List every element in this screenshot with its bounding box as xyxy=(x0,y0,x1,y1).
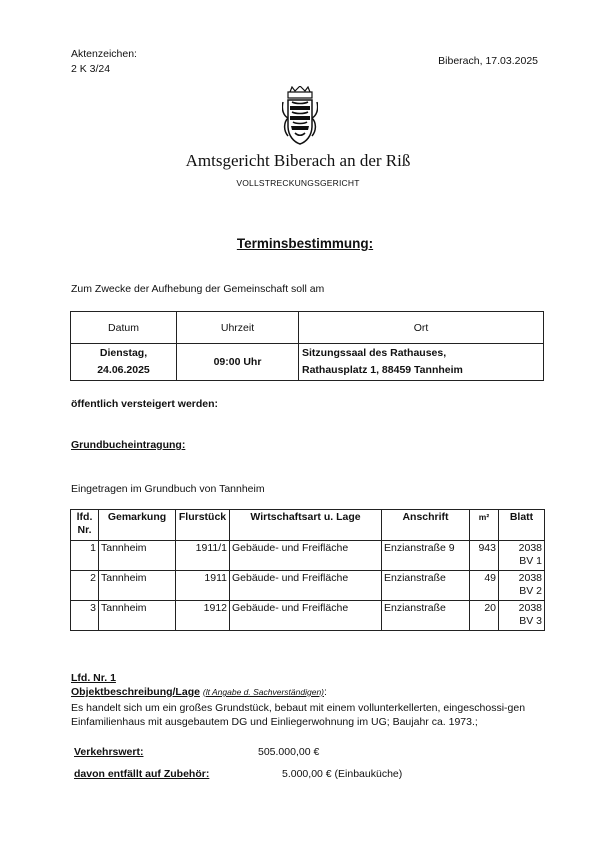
cell-wirtschaftsart: Gebäude- und Freifläche xyxy=(230,601,382,631)
col-blatt: Blatt xyxy=(499,510,545,541)
cell-m2: 943 xyxy=(470,541,499,571)
cell-blatt xyxy=(499,571,545,601)
objektbeschreibung-colon: : xyxy=(324,686,327,698)
cell-gemarkung: Tannheim xyxy=(99,571,176,601)
col-ort: Ort xyxy=(299,312,544,344)
grundbuch-table xyxy=(70,509,545,631)
table-row xyxy=(71,571,545,601)
cell-blatt-nr: 2038 xyxy=(518,542,542,554)
cell-anschrift: Enzianstraße xyxy=(382,571,470,601)
cell-blatt-nr: 2038 xyxy=(518,572,542,584)
col-datum: Datum xyxy=(71,312,177,344)
court-name: Amtsgericht Biberach an der Riß xyxy=(185,151,411,170)
col-wirtschaftsart: Wirtschaftsart u. Lage xyxy=(230,510,382,541)
intro-text: Zum Zwecke der Aufhebung der Gemeinschaft soll am xyxy=(71,283,325,295)
cell-blatt-bv: BV 3 xyxy=(519,615,542,627)
cell-blatt xyxy=(499,541,545,571)
place-date: Biberach, 17.03.2025 xyxy=(438,55,538,67)
lfd-nr-heading: Lfd. Nr. 1 xyxy=(71,672,116,684)
col-flurstueck: Flurstück xyxy=(176,510,230,541)
cell-blatt-nr: 2038 xyxy=(518,602,542,614)
termin-datum xyxy=(71,344,177,381)
termin-table xyxy=(70,311,544,381)
cell-gemarkung: Tannheim xyxy=(99,541,176,571)
col-lfd xyxy=(71,510,99,541)
cell-flurstueck: 1912 xyxy=(176,601,230,631)
versteigert-text: öffentlich versteigert werden: xyxy=(71,398,219,410)
cell-m2: 49 xyxy=(470,571,499,601)
cell-nr: 1 xyxy=(71,541,99,571)
col-anschrift: Anschrift xyxy=(382,510,470,541)
aktenzeichen xyxy=(71,47,137,77)
termin-ort xyxy=(299,344,544,381)
col-uhrzeit: Uhrzeit xyxy=(177,312,299,344)
objektbeschreibung-note: (lt Angabe d. Sachverständigen) xyxy=(202,687,324,697)
court-department: VOLLSTRECKUNGSGERICHT xyxy=(236,178,360,188)
col-lfd-line2: Nr. xyxy=(77,524,92,536)
cell-blatt-bv: BV 2 xyxy=(519,585,542,597)
document-title: Terminsbestimmung: xyxy=(236,236,374,251)
cell-blatt-bv: BV 1 xyxy=(519,555,542,567)
col-m2: m² xyxy=(470,510,499,541)
cell-blatt xyxy=(499,601,545,631)
cell-wirtschaftsart: Gebäude- und Freifläche xyxy=(230,541,382,571)
table-row xyxy=(71,541,545,571)
cell-wirtschaftsart: Gebäude- und Freifläche xyxy=(230,571,382,601)
cell-nr: 3 xyxy=(71,601,99,631)
grundbuch-header-row xyxy=(71,510,545,541)
zubehoer-value: 5.000,00 € (Einbauküche) xyxy=(282,768,403,780)
coat-of-arms-icon xyxy=(282,86,318,146)
objektbeschreibung-heading xyxy=(71,686,327,698)
termin-row xyxy=(71,344,544,381)
aktenzeichen-value: 2 K 3/24 xyxy=(71,63,111,75)
cell-m2: 20 xyxy=(470,601,499,631)
aktenzeichen-label: Aktenzeichen: xyxy=(71,48,137,60)
zubehoer-label: davon entfällt auf Zubehör: xyxy=(74,768,210,780)
termin-ort-line1: Sitzungssaal des Rathauses, xyxy=(302,347,447,359)
verkehrswert-label: Verkehrswert: xyxy=(74,746,144,758)
cell-gemarkung: Tannheim xyxy=(99,601,176,631)
objektbeschreibung-text: Es handelt sich um ein großes Grundstück, bebaut mit einem vollunterkellerten, eingeschossi-gen Einfamilienhaus mit ausgebautem DG und Einliegerwohnung im UG; Baujahr ca. 1973.; xyxy=(71,702,526,728)
grundbuch-intro: Eingetragen im Grundbuch von Tannheim xyxy=(71,483,265,495)
col-lfd-line1: lfd. xyxy=(76,511,93,523)
col-gemarkung: Gemarkung xyxy=(99,510,176,541)
termin-date: 24.06.2025 xyxy=(97,364,150,376)
cell-flurstueck: 1911/1 xyxy=(176,541,230,571)
objektbeschreibung-label: Objektbeschreibung/Lage xyxy=(71,686,200,698)
termin-uhrzeit: 09:00 Uhr xyxy=(177,344,299,381)
cell-anschrift: Enzianstraße xyxy=(382,601,470,631)
termin-weekday: Dienstag, xyxy=(99,347,148,359)
cell-nr: 2 xyxy=(71,571,99,601)
termin-ort-line2: Rathausplatz 1, 88459 Tannheim xyxy=(302,364,463,376)
verkehrswert-value: 505.000,00 € xyxy=(258,746,320,758)
termin-header-row xyxy=(71,312,544,344)
table-row xyxy=(71,601,545,631)
cell-flurstueck: 1911 xyxy=(176,571,230,601)
grundbuch-title: Grundbucheintragung: xyxy=(71,439,186,451)
cell-anschrift: Enzianstraße 9 xyxy=(382,541,470,571)
